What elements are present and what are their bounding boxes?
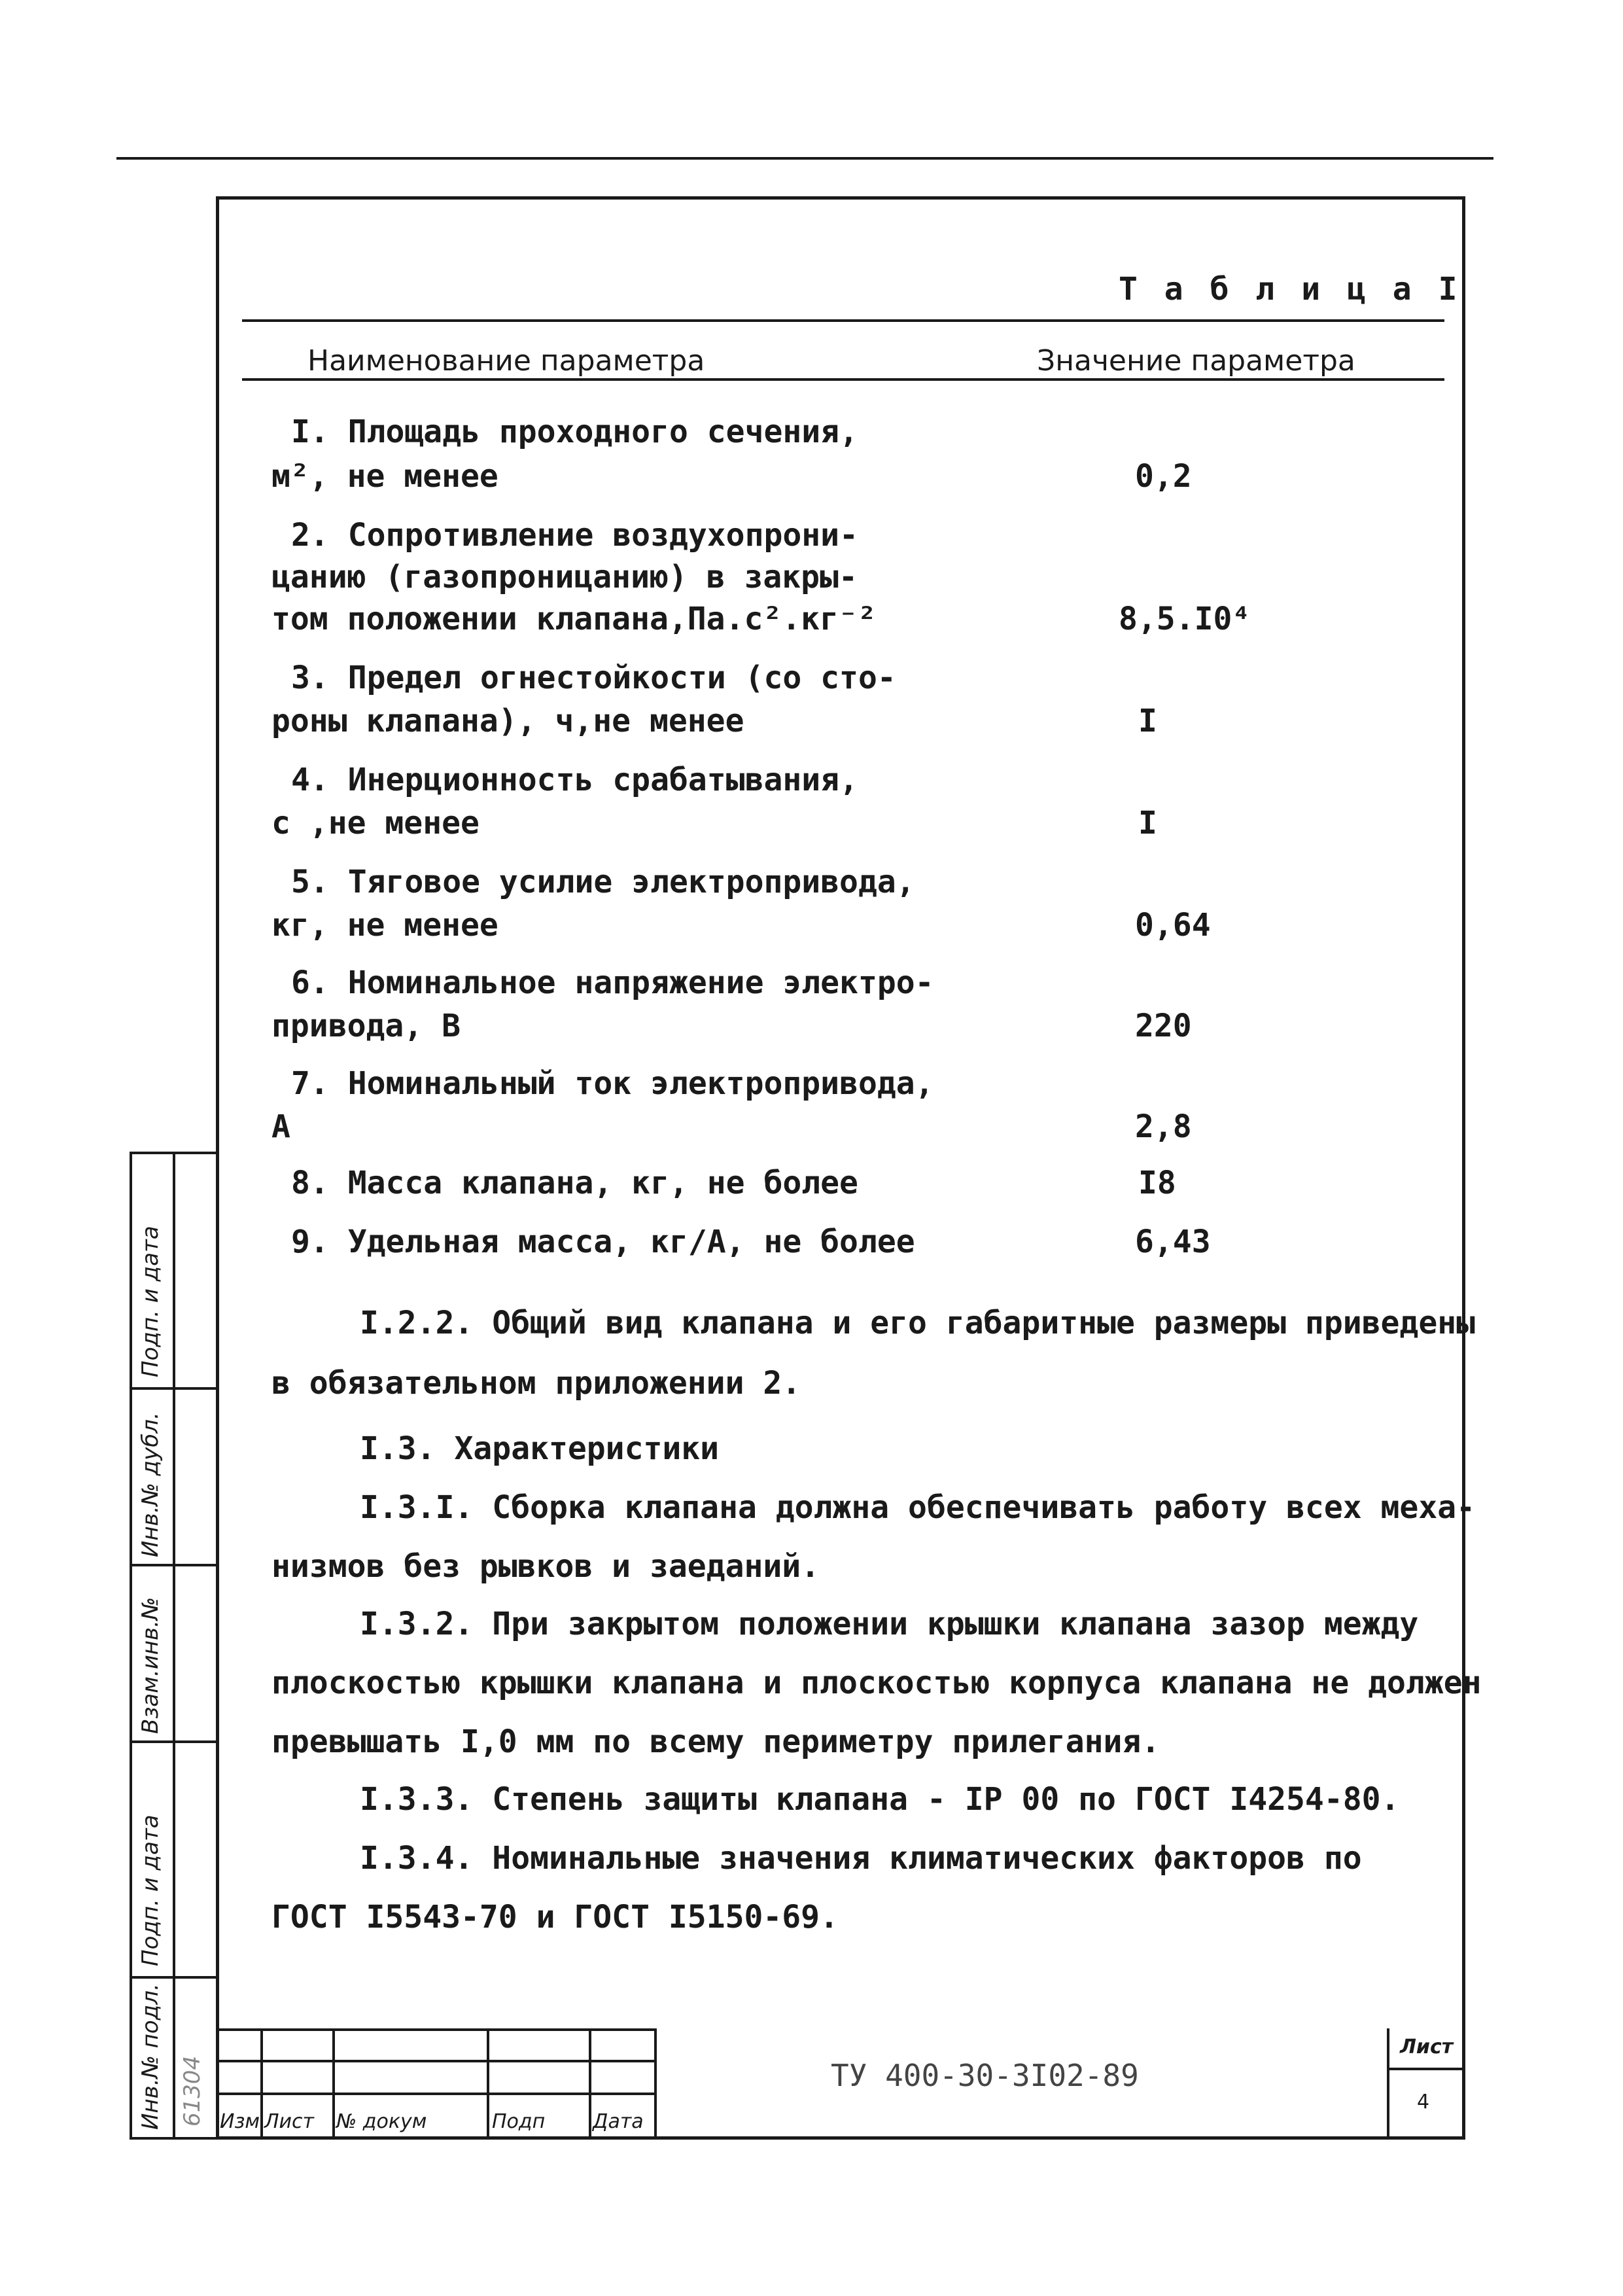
side-stamp-rule bbox=[130, 1152, 217, 1154]
stamp-sheet-line bbox=[1387, 2028, 1389, 2137]
row-1-line-1: I. Площадь проходного сечения, bbox=[291, 414, 858, 450]
side-stamp-rule bbox=[130, 1740, 217, 1743]
para-6-line-2: ГОСТ I5543-70 и ГОСТ I5150-69. bbox=[271, 1899, 839, 1935]
row-6-line-2: привода, В bbox=[271, 1008, 461, 1044]
para-3-line-2: низмов без рывков и заеданий. bbox=[271, 1548, 820, 1585]
sheet-label: Лист bbox=[1400, 2036, 1454, 2058]
side-field-sign-date-1: Подп. и дата bbox=[137, 1226, 164, 1377]
stamp-col-data: Дата bbox=[593, 2110, 644, 2133]
row-1-line-2: м², не менее bbox=[271, 458, 498, 495]
row-2-value: 8,5.I0⁴ bbox=[1119, 601, 1251, 637]
row-5-line-1: 5. Тяговое усилие электропривода, bbox=[291, 864, 915, 900]
side-stamp-outer-line bbox=[130, 1152, 132, 2140]
side-field-sign-date-2: Подп. и дата bbox=[137, 1814, 164, 1966]
para-1-line-2: в обязательном приложении 2. bbox=[271, 1365, 801, 1402]
row-8-value: I8 bbox=[1138, 1165, 1176, 1201]
side-inv-number: 61304 bbox=[179, 2055, 205, 2127]
para-4-line-2: плоскостью крышки клапана и плоскостью корпуса клапана не должен bbox=[271, 1665, 1482, 1701]
row-5-line-2: кг, не менее bbox=[271, 907, 498, 944]
row-7-line-1: 7. Номинальный ток электропривода, bbox=[291, 1065, 934, 1102]
para-3-line-1: I.3.I. Сборка клапана должна обеспечивать работу всех меха- bbox=[360, 1489, 1476, 1526]
side-field-orig-inv: Инв.№ подл. bbox=[137, 1983, 164, 2130]
side-stamp-rule bbox=[130, 1387, 217, 1390]
table-caption: Т а б л и ц а I bbox=[1119, 271, 1461, 308]
row-5-value: 0,64 bbox=[1135, 907, 1211, 944]
side-stamp-rule bbox=[130, 2137, 217, 2140]
stamp-col-line bbox=[487, 2028, 489, 2137]
side-field-dup-inv: Инв.№ дубл. bbox=[137, 1412, 164, 1557]
stamp-col-line bbox=[654, 2028, 657, 2137]
row-2-line-1: 2. Сопротивление воздухопрони- bbox=[291, 517, 858, 554]
section-heading: I.3. Характеристики bbox=[360, 1430, 720, 1467]
row-3-line-2: роны клапана), ч,не менее bbox=[271, 703, 744, 739]
side-stamp-inner-line bbox=[173, 1152, 175, 2140]
table-header-rule bbox=[242, 378, 1444, 381]
row-3-value: I bbox=[1138, 703, 1157, 739]
row-4-line-2: с ,не менее bbox=[271, 805, 480, 841]
row-3-line-1: 3. Предел огнестойкости (со сто- bbox=[291, 660, 896, 696]
row-7-value: 2,8 bbox=[1135, 1108, 1192, 1145]
stamp-col-izm: Изм bbox=[220, 2110, 260, 2133]
stamp-col-ndok: № докум bbox=[336, 2110, 427, 2133]
document-code: ТУ 400-30-3I02-89 bbox=[831, 2058, 1139, 2093]
para-5: I.3.3. Степень защиты клапана - IP 00 по ГОСТ I4254-80. bbox=[360, 1781, 1400, 1818]
stamp-col-line bbox=[260, 2028, 263, 2137]
row-4-value: I bbox=[1138, 805, 1157, 841]
row-9-line-1: 9. Удельная масса, кг/А, не более bbox=[291, 1224, 915, 1260]
row-2-line-3: том положении клапана,Па.с².кг⁻² bbox=[271, 601, 877, 637]
table-top-rule bbox=[242, 319, 1444, 322]
top-border-line bbox=[116, 157, 1493, 160]
row-2-line-2: цанию (газопроницанию) в закры- bbox=[271, 559, 858, 595]
row-6-value: 220 bbox=[1135, 1008, 1192, 1044]
para-1-line-1: I.2.2. Общий вид клапана и его габаритные размеры приведены bbox=[360, 1305, 1476, 1341]
stamp-col-list: Лист bbox=[264, 2110, 315, 2133]
stamp-col-podp: Подп bbox=[492, 2110, 546, 2133]
side-stamp-rule bbox=[130, 1976, 217, 1979]
side-stamp-rule bbox=[130, 1564, 217, 1566]
side-field-replace-inv: Взам.инв.№ bbox=[137, 1597, 164, 1734]
stamp-sheet-rule bbox=[1387, 2068, 1465, 2070]
row-7-line-2: А bbox=[271, 1108, 290, 1145]
header-parameter-name: Наименование параметра bbox=[307, 344, 705, 378]
page-number: 4 bbox=[1417, 2091, 1430, 2113]
row-8-line-1: 8. Масса клапана, кг, не более bbox=[291, 1165, 858, 1201]
para-4-line-3: превышать I,0 мм по всему периметру прилегания. bbox=[271, 1723, 1161, 1760]
row-1-value: 0,2 bbox=[1135, 458, 1192, 495]
header-parameter-value: Значение параметра bbox=[1037, 344, 1355, 378]
row-9-value: 6,43 bbox=[1135, 1224, 1211, 1260]
row-4-line-1: 4. Инерционность срабатывания, bbox=[291, 762, 858, 798]
row-6-line-1: 6. Номинальное напряжение электро- bbox=[291, 964, 934, 1001]
para-4-line-1: I.3.2. При закрытом положении крышки клапана зазор между bbox=[360, 1606, 1419, 1642]
stamp-col-line bbox=[332, 2028, 335, 2137]
para-6-line-1: I.3.4. Номинальные значения климатических факторов по bbox=[360, 1840, 1362, 1877]
stamp-col-line bbox=[589, 2028, 591, 2137]
